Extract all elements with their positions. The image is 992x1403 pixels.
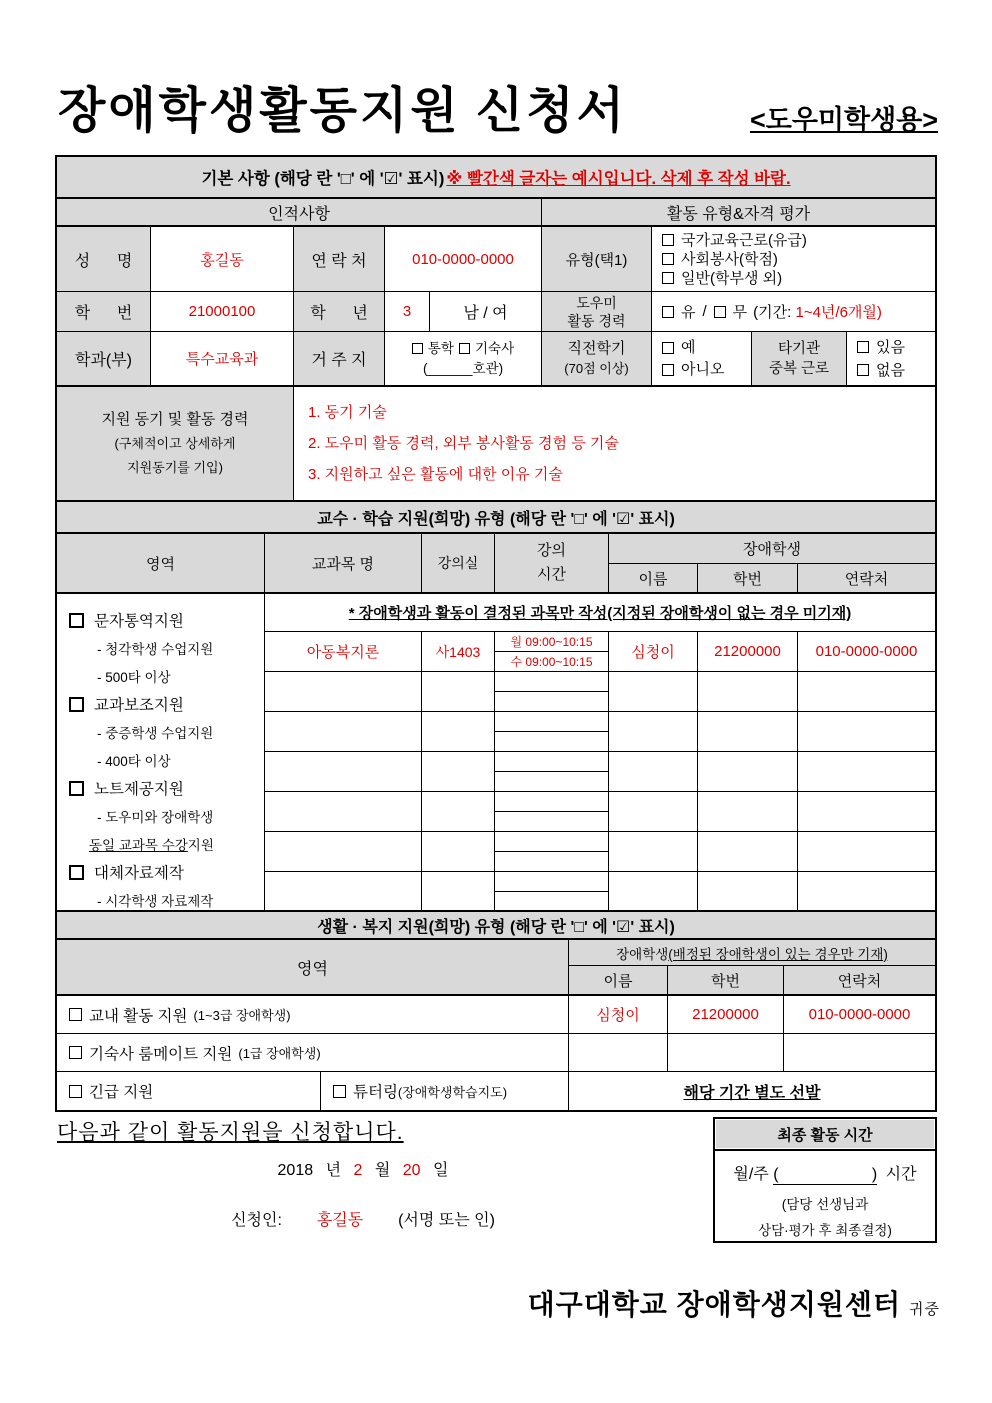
personal-info-header: 인적사항 — [57, 199, 542, 225]
activity-type-header: 활동 유형&자격 평가 — [542, 199, 935, 225]
welfare-student-group — [569, 940, 935, 994]
welfare-col-contact: 연락처 — [784, 966, 935, 994]
room-field[interactable] — [422, 872, 495, 910]
welfare-row-dorm — [57, 1034, 935, 1072]
student-contact-field[interactable] — [798, 832, 935, 871]
academic-area-list: 문자통역지원 - 청각학생 수업지원 - 500타 이상 교과보조지원 - 중증학생 수업지원 - 400타 이상 노트제공지원 - 도우미와 장애학생 동일 교과목 수강 지원 대체자료제작 - 시각학생 자료제작 — [57, 594, 265, 910]
subject-field[interactable] — [265, 832, 422, 871]
room-field[interactable] — [422, 712, 495, 751]
student-contact-field[interactable] — [798, 872, 935, 910]
date-month[interactable]: 2 — [353, 1162, 363, 1179]
time-field[interactable] — [495, 872, 609, 910]
time-field[interactable] — [495, 832, 609, 871]
checkbox-prev-yes[interactable] — [662, 342, 674, 354]
time-field[interactable] — [495, 712, 609, 751]
subject-row-empty — [265, 832, 935, 872]
checkbox-exp-no[interactable] — [714, 306, 726, 318]
applicant-name-field[interactable]: 홍길동 — [316, 1212, 364, 1229]
student-contact-field[interactable] — [798, 792, 935, 831]
student-no-label: 학 번 — [57, 292, 151, 331]
welfare-col-area: 영역 — [57, 940, 569, 994]
student-contact-field[interactable] — [798, 752, 935, 791]
motivation-field[interactable]: 1. 동기 기술 2. 도우미 활동 경력, 외부 봉사활동 경험 등 기술 3. 지원하고 싶은 활동에 대한 이유 기술 — [308, 404, 619, 483]
applicant-label: 신청인: — [231, 1212, 282, 1229]
checkbox-subject-assist[interactable] — [69, 697, 84, 712]
form-title-tag: <도우미학생용> — [749, 105, 938, 135]
checkbox-prev-no[interactable] — [662, 364, 674, 376]
subject-field[interactable] — [265, 872, 422, 910]
final-time-header: 최종 활동 시간 — [715, 1119, 935, 1151]
academic-col-time: 강의 시간 — [495, 534, 609, 592]
section-header-row — [57, 199, 935, 227]
helper-exp-options: 유 / 무 (기간: 1~4년/6개월) — [652, 292, 935, 331]
subject-row-filled — [265, 632, 935, 672]
academic-col-area: 영역 — [57, 534, 265, 592]
room-field[interactable] — [422, 752, 495, 791]
welfare-contact-field[interactable] — [784, 1034, 935, 1071]
welfare-name-field[interactable]: 심청이 — [569, 996, 668, 1033]
type-option-label: 일반(학부생 외) — [681, 269, 783, 287]
student-no-field[interactable]: 21000100 — [151, 292, 294, 331]
checkbox-national-work[interactable] — [662, 234, 674, 246]
checkbox-commute[interactable] — [412, 343, 423, 354]
academic-subject-table — [265, 594, 935, 910]
welfare-campus-option: 교내 활동 지원 (1~3급 장애학생) — [57, 996, 569, 1033]
recipient-name: 대구대학교 장애학생지원센터 — [527, 1289, 902, 1320]
academic-note: * 장애학생과 활동이 결정된 과목만 작성(지정된 장애학생이 없는 경우 미기재) — [265, 594, 935, 632]
welfare-emergency-option: 긴급 지원 — [57, 1072, 321, 1110]
declaration-text: 다음과 같이 활동지원을 신청합니다. — [57, 1121, 404, 1144]
checkbox-org-yes[interactable] — [857, 341, 869, 353]
welfare-header-row — [57, 940, 935, 996]
academic-header-row — [57, 534, 935, 594]
subject-field[interactable] — [265, 672, 422, 711]
academic-col-student-group — [609, 534, 935, 592]
year-label: 학 년 — [294, 292, 385, 331]
date-day[interactable]: 20 — [402, 1162, 421, 1179]
subject-field[interactable] — [265, 792, 422, 831]
recipient-honorific: 귀중 — [909, 1301, 940, 1318]
student-no-field[interactable] — [698, 752, 798, 791]
academic-col-subject: 교과목 명 — [265, 534, 422, 592]
gender-field[interactable]: 남 / 여 — [430, 292, 542, 331]
room-field[interactable]: 사1403 — [422, 632, 495, 671]
type-option-label: 사회봉사(학점) — [681, 250, 778, 268]
date-year[interactable]: 2018 — [277, 1162, 314, 1179]
basic-info-header-bar — [57, 157, 935, 199]
room-field[interactable] — [422, 792, 495, 831]
name-row — [57, 227, 935, 292]
checkbox-text-interpret[interactable] — [69, 613, 84, 628]
welfare-section-bar: 생활 · 복지 지원(희망) 유형 (해당 란 '□' 에 '☑' 표시) — [57, 912, 935, 940]
applicant-line — [55, 1207, 671, 1230]
time-field[interactable] — [495, 672, 609, 711]
final-time-note-2: 상담·평가 후 최종결정) — [758, 1223, 892, 1238]
time-field[interactable] — [495, 752, 609, 791]
student-no-field[interactable] — [698, 832, 798, 871]
student-name-field[interactable] — [609, 752, 698, 791]
student-name-field[interactable] — [609, 872, 698, 910]
checkbox-exp-yes[interactable] — [662, 306, 674, 318]
welfare-student-header: 장애학생 (배정된 장애학생이 있는 경우만 기재) — [569, 940, 935, 966]
checkbox-roommate[interactable] — [69, 1046, 82, 1059]
student-no-field[interactable] — [698, 792, 798, 831]
type-options — [652, 227, 935, 291]
checkbox-org-no[interactable] — [857, 364, 869, 376]
academic-col-name: 이름 — [609, 564, 698, 592]
other-org-options: 있음 없음 — [847, 332, 935, 385]
motivation-label: 지원 동기 및 활동 경력 (구체적이고 상세하게 지원동기를 기입) — [57, 387, 294, 500]
welfare-row-campus — [57, 996, 935, 1034]
type-label: 유형(택1) — [542, 227, 652, 291]
subject-row-empty — [265, 792, 935, 832]
form-table — [55, 155, 937, 1112]
checkbox-social-service[interactable] — [662, 253, 674, 265]
student-contact-field[interactable] — [798, 712, 935, 751]
year-field[interactable]: 3 — [385, 292, 430, 331]
final-time-note-1: (담당 선생님과 — [781, 1197, 869, 1212]
time-field[interactable] — [495, 792, 609, 831]
dept-label: 학과(부) — [57, 332, 151, 385]
contact-field[interactable]: 010-0000-0000 — [385, 227, 542, 291]
academic-col-contact: 연락처 — [798, 564, 935, 592]
welfare-tutoring-option: 튜터링 (장애학생학습지도) — [321, 1072, 569, 1110]
motivation-row — [57, 387, 935, 502]
welfare-col-no: 학번 — [668, 966, 784, 994]
name-label: 성 명 — [57, 227, 151, 291]
student-name-field[interactable] — [609, 792, 698, 831]
welfare-contact-field[interactable]: 010-0000-0000 — [808, 1006, 911, 1023]
student-no-field[interactable] — [698, 872, 798, 910]
academic-col-no: 학번 — [698, 564, 798, 592]
exp-period-example: 1~4년/6개월) — [795, 304, 882, 321]
checkbox-emergency[interactable] — [69, 1085, 82, 1098]
helper-exp-label: 도우미 활동 경력 — [542, 292, 652, 331]
welfare-name-field[interactable] — [569, 1034, 668, 1071]
student-name-field[interactable]: 심청이 — [609, 632, 698, 671]
subject-field[interactable]: 아동복지론 — [265, 632, 422, 671]
academic-col-room: 강의실 — [422, 534, 495, 592]
academic-body — [57, 594, 935, 912]
time-field[interactable]: 월 09:00~10:15 수 09:00~10:15 — [495, 632, 609, 671]
checkbox-general[interactable] — [662, 272, 674, 284]
student-no-field[interactable] — [698, 672, 798, 711]
subject-row-empty — [265, 872, 935, 910]
date-line: 2018 년 2 월 20 일 — [277, 1162, 449, 1179]
academic-section-bar: 교수 · 학습 지원(희망) 유형 (해당 란 '□' 에 '☑' 표시) — [57, 502, 935, 534]
student-name-field[interactable] — [609, 672, 698, 711]
title-bar — [58, 72, 938, 142]
department-row — [57, 332, 935, 387]
prev-semester-label: 직전학기 (70점 이상) — [542, 332, 652, 385]
contact-label: 연 락 처 — [294, 227, 385, 291]
form-title: 장애학생활동지원 신청서 — [58, 83, 627, 138]
checkbox-dormitory[interactable] — [459, 343, 470, 354]
welfare-no-field[interactable]: 21200000 — [668, 996, 784, 1033]
welfare-row-emergency — [57, 1072, 935, 1110]
subject-row-empty — [265, 672, 935, 712]
checkbox-campus-activity[interactable] — [69, 1008, 82, 1021]
prev-semester-options: 예 아니오 — [652, 332, 752, 385]
residence-options: 통학 기숙사 (______호관) — [385, 332, 542, 385]
hours-blank-field[interactable]: ( ) — [773, 1166, 878, 1183]
checkbox-note-taking[interactable] — [69, 781, 84, 796]
student-no-field[interactable] — [698, 712, 798, 751]
student-contact-field[interactable]: 010-0000-0000 — [815, 643, 918, 660]
room-field[interactable] — [422, 672, 495, 711]
student-name-field[interactable] — [609, 832, 698, 871]
subject-row-empty — [265, 712, 935, 752]
welfare-dorm-option: 기숙사 룸메이트 지원 (1급 장애학생) — [57, 1034, 569, 1071]
checkbox-tutoring[interactable] — [333, 1085, 346, 1098]
red-note-text: ※ 빨간색 글자는 예시입니다. 삭제 후 작성 바람. — [446, 170, 791, 188]
name-field[interactable]: 홍길동 — [151, 227, 294, 291]
recipient-line — [528, 1283, 940, 1323]
student-number-row — [57, 292, 935, 332]
applicant-sign-note: (서명 또는 인) — [398, 1212, 495, 1229]
subject-row-empty — [265, 752, 935, 792]
student-name-field[interactable] — [609, 712, 698, 751]
other-org-label: 타기관 중복 근로 — [752, 332, 847, 385]
final-time-box — [713, 1117, 937, 1243]
student-no-field[interactable]: 21200000 — [698, 632, 798, 671]
welfare-col-name: 이름 — [569, 966, 668, 994]
subject-field[interactable] — [265, 712, 422, 751]
academic-col-student: 장애학생 — [609, 534, 935, 564]
room-field[interactable] — [422, 832, 495, 871]
type-option-label: 국가교육근로(유급) — [681, 231, 807, 249]
residence-label: 거 주 지 — [294, 332, 385, 385]
student-contact-field[interactable] — [798, 672, 935, 711]
dorm-building-blank[interactable]: (______호관) — [422, 360, 504, 376]
dept-field[interactable]: 특수교육과 — [151, 332, 294, 385]
final-time-blank-line: 월/주 ( ) 시간 — [733, 1166, 917, 1183]
basic-info-header-text: 기본 사항 (해당 란 '□' 에 '☑' 표시) — [201, 170, 445, 188]
welfare-no-field[interactable] — [668, 1034, 784, 1071]
subject-field[interactable] — [265, 752, 422, 791]
welfare-separate-selection: 해당 기간 별도 선발 — [683, 1084, 821, 1102]
checkbox-alt-materials[interactable] — [69, 865, 84, 880]
